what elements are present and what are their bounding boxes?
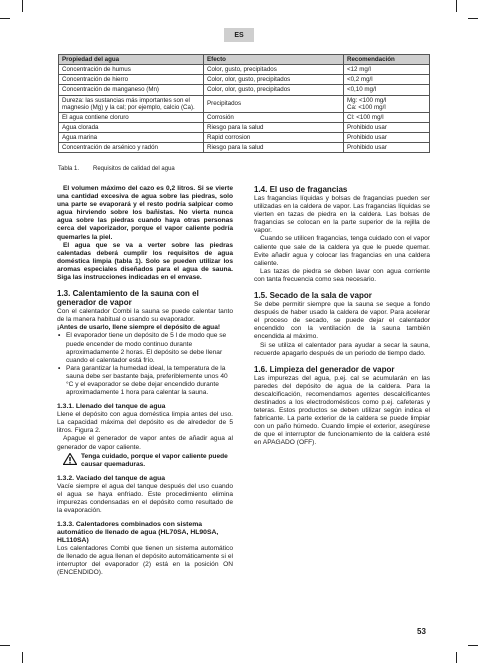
- table-cell: Riesgo para la salud: [204, 143, 344, 153]
- list-item: [57, 365, 233, 397]
- table-header-recommendation: Recomendación: [344, 55, 430, 65]
- table-cell: Concentración de humus: [59, 65, 204, 75]
- table-caption-label: Tabla 1.: [58, 166, 80, 172]
- table-cell: Color, olor, gusto, precipitados: [204, 85, 344, 95]
- subsection-heading: 1.3.2. Vaciado del tanque de agua: [57, 474, 166, 482]
- crop-mark: [22, 652, 23, 663]
- table-cell: <0,10 mg/l: [344, 85, 430, 95]
- paragraph: Si se utiliza el calentador para ayudar a secar la sauna, recuerde apagarlo después de un periodo de tiempo dado.: [254, 341, 430, 357]
- bullet-list: [57, 332, 233, 397]
- crop-mark: [456, 652, 457, 663]
- paragraph: Llene el depósito con agua doméstica limpia antes del uso. La capacidad máxima del depósito es de alrededor de 5 litros. Figura 2.: [57, 411, 233, 435]
- table-caption: [58, 166, 175, 172]
- table-row: [59, 143, 430, 153]
- bullet-icon: •: [58, 364, 61, 372]
- paragraph: Las tazas de piedra se deben lavar con agua corriente con tanta frecuencia como sea necesario.: [254, 267, 430, 283]
- paragraph: Las impurezas del agua, p.ej. cal se acumularán en las paredes del depósito de agua de la caldera. Para la descalcificación, recomendamos agentes descalcificantes destinados a los electrodomésticos como p.ej. cafeteras y teteras. Estos productos se deben utilizar según indica el fabricante. La parte exterior de la caldera se puede limpiar con un paño húmedo. Cuando limpie el exterior, asegúrese de que el interruptor de funcionamiento de la caldera esté en APAGADO (OFF).: [254, 374, 430, 447]
- table-cell: El agua contiene cloruro: [59, 112, 204, 122]
- right-column: [254, 185, 430, 448]
- table-cell: Riesgo para la salud: [204, 122, 344, 132]
- table-row: [59, 95, 430, 112]
- table-cell: Color, gusto, precipitados: [204, 65, 344, 75]
- table-cell: Prohibido usar: [344, 143, 430, 153]
- subsection-heading: 1.3.1. Llenado del tanque de agua: [57, 403, 166, 411]
- paragraph: Se debe permitir siempre que la sauna se seque a fondo después de haber usado la caldera de vapor. Para acelerar el proceso de secado, se puede dejar el calentador encendido con la ventilación de la sauna también encendida al máximo.: [254, 301, 430, 341]
- table-cell: Prohibido usar: [344, 122, 430, 132]
- left-column: [57, 185, 233, 578]
- table-cell: <12 mg/l: [344, 65, 430, 75]
- table-cell: Concentración de hierro: [59, 75, 204, 85]
- table-header-effect: Efecto: [204, 55, 344, 65]
- table-row: [59, 85, 430, 95]
- table-header-row: [59, 55, 430, 65]
- table-row: [59, 133, 430, 143]
- table-cell: Color, olor, gusto, precipitados: [204, 75, 344, 85]
- table-cell: Prohibido usar: [344, 133, 430, 143]
- table-cell: Dureza: las sustancias más importantes son el magnesio (Mg) y la cal; por ejemplo, calcio (Ca).: [59, 95, 204, 112]
- table-cell: Corrosión: [204, 112, 344, 122]
- table-row: [59, 65, 430, 75]
- paragraph: El volumen máximo del cazo es 0,2 litros. Si se vierte una cantidad excesiva de agua sobre las piedras, solo una parte se evaporará y el resto podría salpicar como agua hirviendo sobre los bañistas. No vierta nunca agua sobre las piedras cuando haya otras personas cerca del vaporizador, porque el vapor caliente podría quemarles la piel.: [57, 185, 233, 241]
- paragraph: Vacíe siempre el agua del tanque después del uso cuando el agua se haya enfriado. Este procedimiento elimina impurezas condensadas en el depósito como resultado de la evaporación.: [57, 482, 233, 515]
- table-cell: Concentración de arsénico y radón: [59, 143, 204, 153]
- crop-mark: [0, 645, 10, 646]
- paragraph: Cuando se utilicen fragancias, tenga cuidado con el vapor caliente que sale de la caldera ya que le puede quemar. Evite añadir agua y colocar las fragancias en una caldera caliente.: [254, 235, 430, 267]
- table-cell: Agua clorada: [59, 122, 204, 132]
- table-cell: Precipitados: [204, 95, 344, 112]
- table-caption-text: Requisitos de calidad del agua: [93, 166, 175, 172]
- paragraph: El agua que se va a verter sobre las piedras calentadas deberá cumplir los requisitos de agua doméstica limpia (tabla 1). Solo se pueden utilizar los aromas especiales diseñados para el agua de sauna. Siga las instrucciones indicadas en el envase.: [57, 241, 233, 282]
- section-heading: 1.5. Secado de la sala de vapor: [254, 291, 372, 301]
- table-row: [59, 112, 430, 122]
- list-item: [57, 332, 233, 364]
- crop-mark: [468, 645, 478, 646]
- table-cell: Mg: <100 mg/l Ca: <100 mg/l: [344, 95, 430, 112]
- table-cell: <0,2 mg/l: [344, 75, 430, 85]
- paragraph: ¡Antes de usarlo, llene siempre el depósito de agua!: [57, 324, 221, 332]
- crop-mark: [468, 18, 478, 19]
- bullet-icon: •: [58, 332, 61, 340]
- paragraph: Los calentadores Combi que tienen un sistema automático de llenado de agua llenan el depósito automáticamente si el interruptor del evaporador (2) está en la posición ON (ENCENDIDO).: [57, 545, 233, 577]
- list-item-text: El evaporador tiene un depósito de 5 l de modo que se puede encender de modo continuo durante aproximadamente 2 horas. El depósito se debe llenar cuando el calentador está frío.: [66, 332, 227, 364]
- language-badge: ES: [224, 28, 254, 42]
- crop-mark: [0, 18, 10, 19]
- paragraph: Las fragancias líquidas y bolsas de fragancias pueden ser utilizadas en la caldera de vapor. Las fragancias líquidas se vierten en tazas de piedra en la caldera. Las bolsas de fragancias se colocan en la parte superior de la rejilla de vapor.: [254, 195, 430, 235]
- water-quality-table: [58, 54, 430, 153]
- table-cell: Cl: <100 mg/l: [344, 112, 430, 122]
- table-cell: Concentración de manganeso (Mn): [59, 85, 204, 95]
- table-header-property: Propiedad del agua: [59, 55, 204, 65]
- table-cell: Agua marina: [59, 133, 204, 143]
- crop-mark: [456, 0, 457, 12]
- warning-icon: [63, 453, 77, 465]
- warning-text: Tenga cuidado, porque el vapor caliente puede causar quemaduras.: [81, 452, 228, 468]
- paragraph: Apague el generador de vapor antes de añadir agua al generador de vapor caliente.: [57, 435, 233, 451]
- list-item-text: Para garantizar la humedad ideal, la temperatura de la sauna debe ser bastante baja, preferiblemente unos 40 °C y el evaporador se debe dejar encendido durante aproximadamente 1 hora para calentar la sauna.: [66, 364, 228, 397]
- table-row: [59, 75, 430, 85]
- table-row: [59, 122, 430, 132]
- section-heading: 1.3. Calentamiento de la sauna con el generador de vapor: [57, 289, 199, 308]
- table-cell: Rapid corrosion: [204, 133, 344, 143]
- subsection-heading: 1.3.3. Calentadores combinados con sistema automático de llenado de agua (HL70SA, HL90SA, HL110SA): [57, 521, 219, 545]
- warning-note: [57, 453, 233, 469]
- paragraph: Con el calentador Combi la sauna se puede calentar tanto de la manera habitual o usando su evaporador.: [57, 308, 233, 324]
- crop-mark: [22, 0, 23, 12]
- section-heading: 1.6. Limpieza del generador de vapor: [254, 364, 395, 374]
- section-heading: 1.4. El uso de fragancias: [254, 185, 348, 194]
- page-number: 53: [417, 627, 426, 636]
